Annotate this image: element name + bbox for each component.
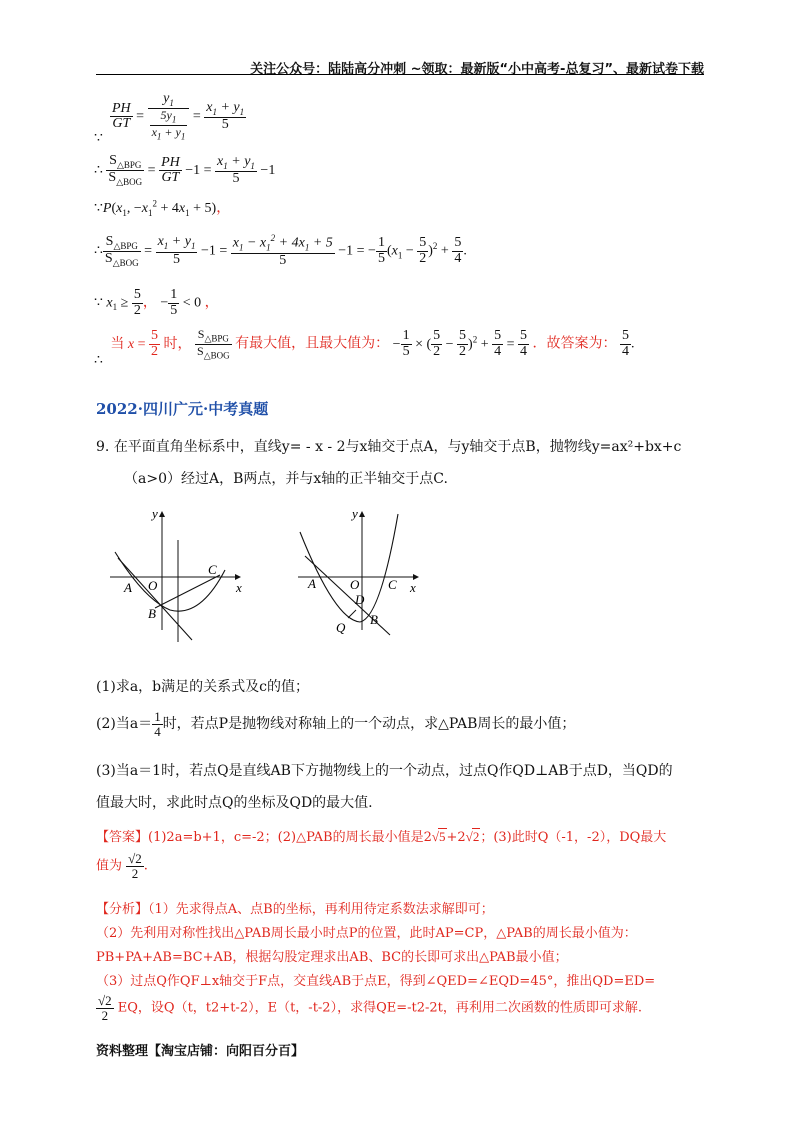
question-3b: 值最大时，求此时点Q的坐标及QD的最大值. [96,795,373,811]
answer-dot: . [143,858,148,874]
problem-stem-text: 在平面直角坐标系中，直线y= - x - 2与x轴交于点A，与y轴交于点B，抛物线y=ax²+bx+c [113,439,682,455]
analysis-line-3: PB+PA+AB=BC+AB，根据勾股定理求出AB、BC的长即可求出△PAB最小值； [96,950,568,965]
max-text: 有最大值，且最大值为： [235,336,390,352]
right-y-label: y [352,506,358,521]
right-o-label: O [350,577,360,592]
q2-post: 时，若点P是抛物线对称轴上的一个动点，求△PAB周长的最小值； [162,716,576,733]
analysis-line-1 [96,898,494,917]
gt-label: GT [112,116,131,132]
solution-line-2: ∴ $\frac{S_{\triangle BPG}}{S_{\triangle BOG}}$ = $\frac{PH}{GT}$ −1 = $\frac{x_1 + y_1}{5}$ −1 [94,153,276,188]
right-q-label: Q [336,620,346,635]
solution-line-6: ∴ 当 x = $\frac{5}{2}$ 时， $\frac{S_{\triangle BPG}}{S_{\triangle BOG}}$ 有最大值，且最大值为： − $\frac{1}{5}$ × ( $\frac{5}{2}$ − $\frac{5}{2}$ )$^2$ + $\frac{5}{4}$ = $\frac{5}{4}$ ．故答案为： $\frac{5}{4}$ . [94,327,635,368]
left-a-label: A [124,580,132,595]
analysis-frac-num: √2 [98,993,112,1008]
answer-text-2: ；(3)此时Q（-1，-2），DQ最大 [480,830,667,845]
therefore-1: ∴ [94,162,103,178]
left-y-label: y [152,506,158,521]
left-c-label: C [208,562,217,577]
solution-line-5: ∵ $x_1$ ≥ $\frac{5}{2}$ ， − $\frac{1}{5}$ < 0 ， [94,287,219,318]
page-header: 关注公众号：陆陆高分冲刺 ~领取：最新版“小中高考-总复习”、最新试卷下载 [250,62,704,77]
final-num: 5 [622,328,630,344]
right-a-label: A [308,576,316,591]
analysis-line-2: （2）先利用对称性找出△PAB周长最小时点P的位置，此时AP=CP，△PAB的周长最小值为： [96,926,637,941]
analysis-l1: （1）先求得点A、点B的坐标，再利用待定系数法求解即可； [148,902,494,917]
problem-number: 9. [96,439,110,455]
section-title: 2022·四川广元·中考真题 [96,400,269,418]
answer-sqrt2: 2 [472,829,480,844]
left-b-label: B [148,606,156,621]
q2-pre: (2)当a＝ [96,716,153,733]
q2-frac-den: 4 [154,723,161,739]
answer-frac-num: √2 [128,851,142,866]
analysis-label: 【分析】 [96,902,149,917]
answer-text-1: (1)2a=b+1，c=-2；(2)△PAB的周长最小值是2 [148,830,432,845]
figure-graphs [100,500,430,650]
solution-line-1: $\frac{PH}{GT}$ = $\frac{y_1}{\frac{5y_1}{x_1 + y_1}}$ = $\frac{x_1 + y_1}{5}$ [112,91,245,142]
analysis-frac-den: 2 [101,1007,109,1023]
right-d-label: D [355,592,365,607]
analysis-line-5 [96,994,642,1022]
right-b-label: B [370,612,378,627]
question-3: (3)当a＝1时，若点Q是直线AB下方抛物线上的一个动点，过点Q作QD⊥AB于点D，当QD的 [96,763,673,779]
answer-sqrt5: 5 [439,829,446,844]
question-2 [96,710,575,738]
final-den: 4 [622,343,630,359]
answer-prefix: ．故答案为： [532,336,617,352]
right-figure [298,506,418,635]
answer-frac-den: 2 [131,865,139,881]
page-footer: 资料整理【淘宝店铺：向阳百分百】 [96,1044,305,1059]
right-c-label: C [388,577,397,592]
because-1: ∵ [94,130,103,146]
q2-frac-num: 1 [154,709,161,724]
left-figure [110,506,242,642]
ph-label: PH [112,100,131,116]
problem-stem-2: （a>0）经过A，B两点，并与x轴的正半轴交于点C. [124,471,448,487]
solution-line-4: ∴ $\frac{S_{\triangle BPG}}{S_{\triangle BOG}}$ = $\frac{x_1 + y_1}{5}$ −1 = $\frac{x_1 - x_1^2 + 4x_1 + 5}{5}$ −1 = − $\frac{1}{5}$ ($x_1$ − $\frac{5}{2}$ )$^2$ + $\frac{5}{4}$ . [94,233,467,268]
left-x-label: x [236,580,242,595]
analysis-line-4: （3）过点Q作QF⊥x轴交于F点，交直线AB于点E，得到∠QED=∠EQD=45°，推出QD=ED= [96,974,656,989]
header-rule [96,74,704,75]
answer-label: 【答案】 [96,830,149,845]
left-o-label: O [148,578,158,593]
solution-line-3: $\because P(x_1$, $-x_1^2 + 4x_1 + 5$)， [94,198,231,218]
right-x-label: x [410,580,416,595]
answer-text-3: 值为 [96,858,123,874]
when-mid: 时， [163,336,192,352]
question-1: (1)求a，b满足的关系式及c的值； [96,679,309,695]
answer-line-1: 【答案】(1)2a=b+1，c=-2；(2)△PAB的周长最小值是2√5+2√2；(3)此时Q（-1，-2），DQ最大 [96,829,667,845]
analysis-l5: EQ，设Q（t，t2+t-2），E（t，-t-2），求得QE=-t2-2t，再利用二次函数的性质即可求解. [117,1000,643,1016]
problem-stem [96,436,681,460]
answer-plus2: +2 [446,830,466,845]
when-text: 当 [110,336,125,352]
answer-line-2 [96,852,148,880]
